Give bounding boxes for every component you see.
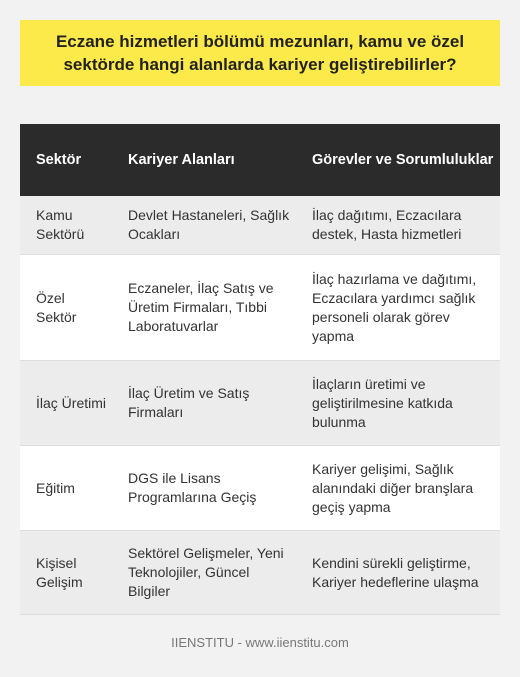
header-duties: Görevler ve Sorumluluklar: [312, 151, 494, 168]
cell-duties: Kariyer gelişimi, Sağlık alanındaki diğer branşlara geçiş yapma: [312, 460, 474, 515]
table-row: [20, 531, 500, 615]
header-sector: Sektör: [36, 151, 82, 168]
footer-credit: IIENSTITU - www.iienstitu.com: [171, 635, 349, 650]
cell-duties: İlaç dağıtımı, Eczacılara destek, Hasta hizmetleri: [312, 207, 462, 242]
cell-sector: Kişisel Gelişim: [36, 554, 83, 590]
cell-sector: Eğitim: [36, 479, 75, 496]
career-table: [20, 124, 500, 615]
title-banner: [20, 20, 500, 86]
table-row: [20, 361, 500, 446]
header-career-areas: Kariyer Alanları: [128, 151, 235, 168]
cell-career-areas: İlaç Üretim ve Satış Firmaları: [128, 385, 250, 420]
cell-career-areas: Sektörel Gelişmeler, Yeni Teknolojiler, Güncel Bilgiler: [128, 545, 284, 599]
table-header-row: [20, 124, 500, 196]
cell-duties: İlaçların üretimi ve geliştirilmesine katkıda bulunma: [312, 375, 453, 430]
cell-duties: Kendini sürekli geliştirme, Kariyer hedeflerine ulaşma: [312, 554, 479, 590]
cell-sector: İlaç Üretimi: [36, 394, 107, 411]
cell-career-areas: Devlet Hastaneleri, Sağlık Ocakları: [128, 207, 290, 242]
cell-sector: Özel Sektör: [36, 289, 77, 325]
cell-career-areas: DGS ile Lisans Programlarına Geçiş: [128, 470, 257, 505]
cell-sector: Kamu Sektörü: [36, 207, 85, 242]
table-row: [20, 255, 500, 361]
page-title: Eczane hizmetleri bölümü mezunları, kamu ve özel sektörde hangi alanlarda kariyer geliştirebilirler?: [55, 32, 465, 74]
table-row: [20, 446, 500, 531]
cell-career-areas: Eczaneler, İlaç Satış ve Üretim Firmaları, Tıbbi Laboratuvarlar: [128, 280, 274, 334]
cell-duties: İlaç hazırlama ve dağıtımı, Eczacılara yardımcı sağlık personeli olarak görev yapma: [312, 270, 477, 344]
table-row: [20, 196, 500, 255]
